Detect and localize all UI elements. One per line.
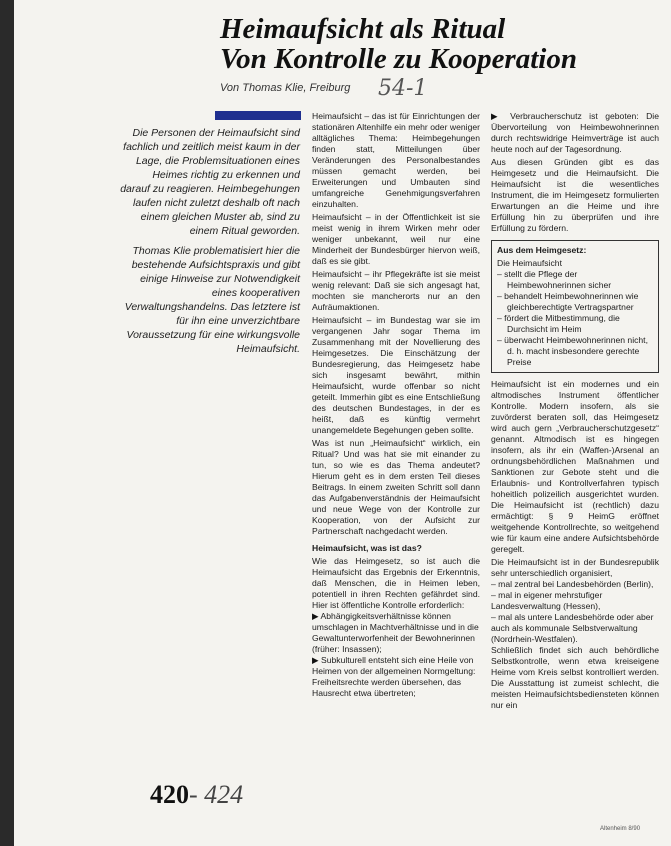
title-line-2: Von Kontrolle zu Kooperation xyxy=(220,43,577,75)
title-line-1: Heimaufsicht als Ritual xyxy=(220,13,506,45)
box-heading: Aus dem Heimgesetz: xyxy=(497,245,587,255)
list-item: – mal als untere Landesbehörde oder aber auch als kommunale Selbstverwaltung (Nordrhein-Westfalen). xyxy=(491,612,654,644)
paragraph: Aus diesen Gründen gibt es das Heimgesetz und die Heimaufsicht. Die Heimaufsicht ist die wesentliches Instrument, die im Heimgesetz formulierten Erwartungen an die Heime und ihre Erfüllung hin zu überprüfen und ihre Erfüllung zu fördern. xyxy=(491,157,659,233)
list-item: – mal in eigener mehrstufiger Landesverwaltung (Hessen), xyxy=(491,590,603,611)
quote-box xyxy=(491,240,659,373)
footer-source: Altenheim 8/90 xyxy=(600,826,641,832)
page-number: 420- 424 xyxy=(150,780,244,809)
byline: Von Thomas Klie, Freiburg xyxy=(220,82,351,94)
box-list xyxy=(497,269,653,368)
dash-list xyxy=(491,579,659,645)
box-intro: Die Heimaufsicht xyxy=(497,258,562,268)
bullet-list xyxy=(312,611,480,699)
paragraph: Heimaufsicht – in der Öffentlichkeit ist sie meist wenig in ihrem Wirken mehr oder weniger unbekannt, weil nur eine Minderheit der Bundesbürger hiervon weiß, daß es sie gibt. xyxy=(312,212,480,266)
paragraph: Schließlich findet sich auch behördliche Selbstkontrolle, wenn etwa kreiseigene Heime vom Kreis selbst kontrolliert werden. Die Ausstattung ist zumeist schlecht, die meisten Heimaufsichtsbediensteten können nur ein xyxy=(491,645,659,710)
teaser-paragraph: Die Personen der Heimaufsicht sind fachlich und zeitlich meist kaum in der Lage, die Problemsituationen eines Heimes richtig zu erkennen und darauf zu reagieren. Heimbegehungen laufen nicht zuletzt deshalb oft nach einem gleichen Muster ab, sind zu einem Ritual geworden. xyxy=(120,127,300,237)
list-item: – überwacht Heimbewohnerinnen nicht, d. h. macht insbesondere gerechte Preise xyxy=(497,335,648,367)
accent-bar xyxy=(215,111,301,120)
list-item: ▶ Abhängigkeitsverhältnisse können umschlagen in Machtverhältnisse und in die Gewaltunterworfenheit der Bewohnerinnen (früher: Insassen); xyxy=(312,611,479,654)
text-column-2 xyxy=(491,111,659,711)
scan-edge-shadow xyxy=(0,0,14,846)
list-item: ▶ Subkulturell entsteht sich eine Heile von Heimen von der allgemeinen Normgeltung: Freiheitsrechte werden übersehen, das Hausrecht etwa übertreten; xyxy=(312,655,476,698)
list-item: – fördert die Mitbestimmung, die Durchsicht im Heim xyxy=(497,313,620,334)
teaser xyxy=(120,126,300,362)
paragraph: Heimaufsicht – im Bundestag war sie im vergangenen Jahr sogar Thema im Zusammenhang mit der Novellierung des Heimgesetzes. Die Einschätzung der Bundesregierung, das Heimgesetz habe sich insgesamt bewährt, mithin Heimaufsicht, wurde offenbar so nicht geteilt. Immerhin gibt es eine Entschließung des deutschen Bundestages, in der es heißt, daß es künftig vermehrt unangemeldete Begehungen geben sollte. xyxy=(312,315,480,435)
paragraph: Heimaufsicht ist ein modernes und ein altmodisches Instrument öffentlicher Kontrolle. Modern insofern, als sie zuvörderst beraten soll, das Heimgesetz wird auch gern „Verbraucherschutzgesetz“ genannt. Altmodisch ist es hingegen insofern, als ihr ein (Waffen-)Arsenal an ordnungsbehördlichen Maßnahmen und Sanktionen zur Gebote steht und die Erlaubnis- und Kontrollverfahren typisch hoheitlich polizeilich ausgerichtet wurden. Die Heimaufsicht ist (rechtlich) dazu ermächtigt: § 9 HeimG eröffnet weitgehende Kontrollrechte, so weitgehend wie für kaum eine andere Aufsichtsbehörde geregelt. xyxy=(491,379,659,554)
teaser-paragraph: Thomas Klie problematisiert hier die bestehende Aufsichtspraxis und gibt einige Hinweise zur Notwendigkeit eines kooperativen Verwaltungshandelns. Das letztere ist für ihn eine unverzichtbare Voraussetzung für eine wirkungsvolle Heimaufsicht. xyxy=(124,245,300,355)
paragraph: Was ist nun „Heimaufsicht“ wirklich, ein Ritual? Und was hat sie mit einander zu tun, so wie es das Thema andeutet? Hierum geht es in dem ersten Teil dieses Beitrags. In einem zweiten Schritt soll dann das Aufgabenverständnis der Heimaufsicht und neue Wege von der Kontrolle zur Kooperation, von der Aufsicht zur Partnerschaft nachgedacht werden. xyxy=(312,438,480,536)
paragraph: Heimaufsicht – das ist für Einrichtungen der stationären Altenhilfe ein mehr oder weniger alltägliches Thema: Heimbegehungen finden statt, Mitteilungen über Veränderungen des Personalbestandes müssen gemacht werden, bei Erweiterungen und Umbauten sind umfangreiche Genehmigungsverfahren einzuhalten. xyxy=(312,111,480,209)
section-heading: Heimaufsicht, was ist das? xyxy=(312,543,422,553)
paragraph: Die Heimaufsicht ist in der Bundesrepublik sehr unterschiedlich organisiert, xyxy=(491,557,659,578)
paragraph: Wie das Heimgesetz, so ist auch die Heimaufsicht das Ergebnis der Erkenntnis, daß Menschen, die in Heimen leben, potentiell in ihren Rechten gefährdet sind. Hier ist öffentliche Kontrolle erforderlich: xyxy=(312,556,480,610)
handwritten-mark: 54-1 xyxy=(378,76,428,101)
triangle-bullet-icon: ▶ xyxy=(312,655,321,665)
paragraph: ▶ Verbraucherschutz ist geboten: Die Übervorteilung von Heimbewohnerinnen durch rechtswidrige Heimverträge ist auch heute noch auf der Tagesordnung. xyxy=(491,111,659,154)
list-item: – stellt die Pflege der Heimbewohnerinnen sicher xyxy=(497,269,612,290)
article-title xyxy=(220,14,660,74)
list-item: – behandelt Heimbewohnerinnen wie gleichberechtigte Vertragspartner xyxy=(497,291,639,312)
handwritten-page-range: - 424 xyxy=(189,780,244,809)
triangle-bullet-icon: ▶ xyxy=(491,111,511,121)
triangle-bullet-icon: ▶ xyxy=(312,611,321,621)
list-item: – mal zentral bei Landesbehörden (Berlin), xyxy=(491,579,654,589)
text-column-1 xyxy=(312,111,480,699)
paragraph: Heimaufsicht – ihr Pflegekräfte ist sie meist wenig relevant: Daß sie sich angesagt hat, mochten sie mancherorts nur an den Aufräumaktionen. xyxy=(312,269,480,312)
